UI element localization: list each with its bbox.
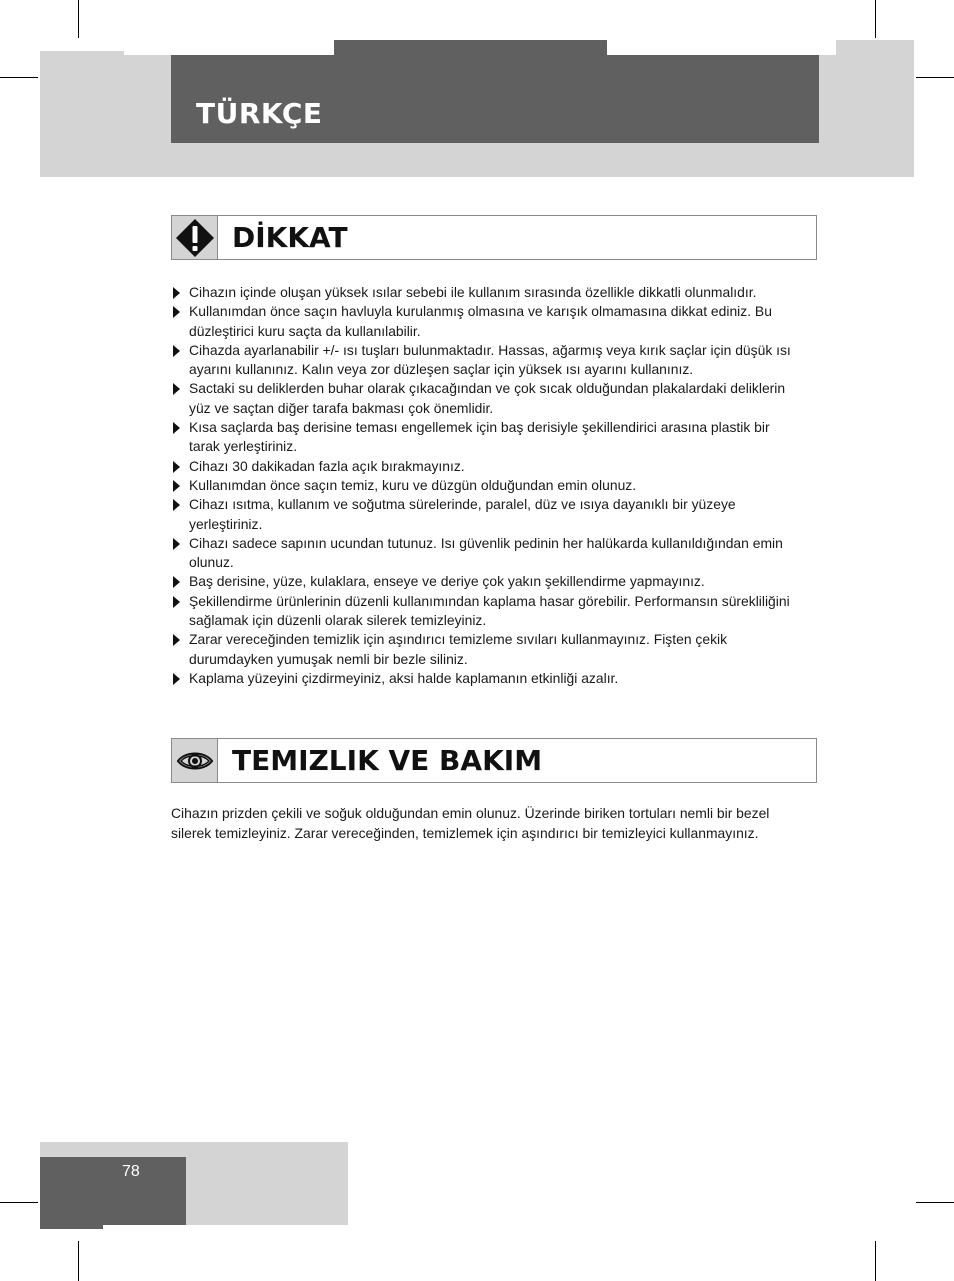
list-item: Zarar vereceğinden temizlik için aşındırıcı temizleme sıvıları kullanmayınız. Fişten çekik durumdayken yumuşak nemli bir bezle siliniz. [171,630,801,669]
page-number: 78 [122,1163,140,1180]
warning-list [171,283,801,688]
bullet-arrow-icon [173,499,180,511]
crop-mark [916,77,954,78]
bullet-arrow-icon [173,461,180,473]
bullet-arrow-icon [173,634,180,646]
warning-section-title: DİKKAT [232,221,348,254]
header-tab [836,40,914,55]
bullet-arrow-icon [173,538,180,550]
crop-mark [0,1202,38,1203]
crop-mark [875,0,876,38]
care-section-title: TEMIZLIK VE BAKIM [232,744,543,777]
list-item: Cihazda ayarlanabilir +/- ısı tuşları bulunmaktadır. Hassas, ağarmış veya kırık saçlar için düşük ısı ayarını kullanınız. Kalın veya zor düzleşen saçlar için yüksek ısı ayarını kullanınız. [171,341,801,380]
language-title: TÜRKÇE [196,97,323,130]
crop-mark [78,1241,79,1281]
crop-mark [0,77,38,78]
list-item: Kısa saçlarda baş derisine teması engellemek için baş derisiyle şekillendirici arasına plastik bir tarak yerleştiriniz. [171,418,801,457]
list-item: Cihazı sadece sapının ucundan tutunuz. Isı güvenlik pedinin her halükarda kullanıldığından emin olunuz. [171,534,801,573]
header-tab [40,51,124,55]
list-item: Sactaki su deliklerden buhar olarak çıkacağından ve çok sıcak olduğundan plakalardaki deliklerin yüz ve saçtan diğer tarafa bakması çok önemlidir. [171,379,801,418]
eye-icon [172,739,218,782]
list-item: Kaplama yüzeyini çizdirmeyiniz, aksi halde kaplamanın etkinliği azalır. [171,669,801,688]
bullet-arrow-icon [173,345,180,357]
bullet-arrow-icon [173,306,180,318]
bullet-arrow-icon [173,383,180,395]
list-item: Cihazı 30 dakikadan fazla açık bırakmayınız. [171,457,801,476]
list-item: Kullanımdan önce saçın havluyla kurulanmış olmasına ve karışık olmamasına dikkat ediniz. Bu düzleştirici kuru saçta da kullanılabilir. [171,302,801,341]
list-item: Cihazı ısıtma, kullanım ve soğutma sürelerinde, paralel, düz ve ısıya dayanıklı bir yüzeye yerleştiriniz. [171,495,801,534]
crop-mark [78,0,79,38]
bullet-arrow-icon [173,287,180,299]
crop-mark [916,1202,954,1203]
crop-mark [875,1241,876,1281]
header-tab [334,40,607,55]
care-section-header [171,738,817,783]
bullet-arrow-icon [173,480,180,492]
bullet-arrow-icon [173,576,180,588]
warning-exclamation-icon [172,216,218,259]
bullet-arrow-icon [173,673,180,685]
care-paragraph: Cihazın prizden çekili ve soğuk olduğundan emin olunuz. Üzerinde biriken tortuları nemli bir bezel silerek temizleyiniz. Zarar vereceğinden, temizlemek için aşındırıcı bir temizleyici kullanmayınız. [171,805,770,841]
footer-page-block [40,1157,186,1225]
list-item: Cihazın içinde oluşan yüksek ısılar sebebi ile kullanım sırasında özellikle dikkatli olunmalıdır. [171,283,801,302]
footer-page-block [40,1225,103,1229]
list-item: Şekillendirme ürünlerinin düzenli kullanımından kaplama hasar görebilir. Performansın sürekliliğini sağlamak için düzenli olarak silerek temizleyiniz. [171,592,801,631]
list-item: Baş derisine, yüze, kulaklara, enseye ve deriye çok yakın şekillendirme yapmayınız. [171,572,801,591]
warning-section-header [171,215,817,260]
bullet-arrow-icon [173,422,180,434]
bullet-arrow-icon [173,596,180,608]
list-item: Kullanımdan önce saçın temiz, kuru ve düzgün olduğundan emin olunuz. [171,476,801,495]
